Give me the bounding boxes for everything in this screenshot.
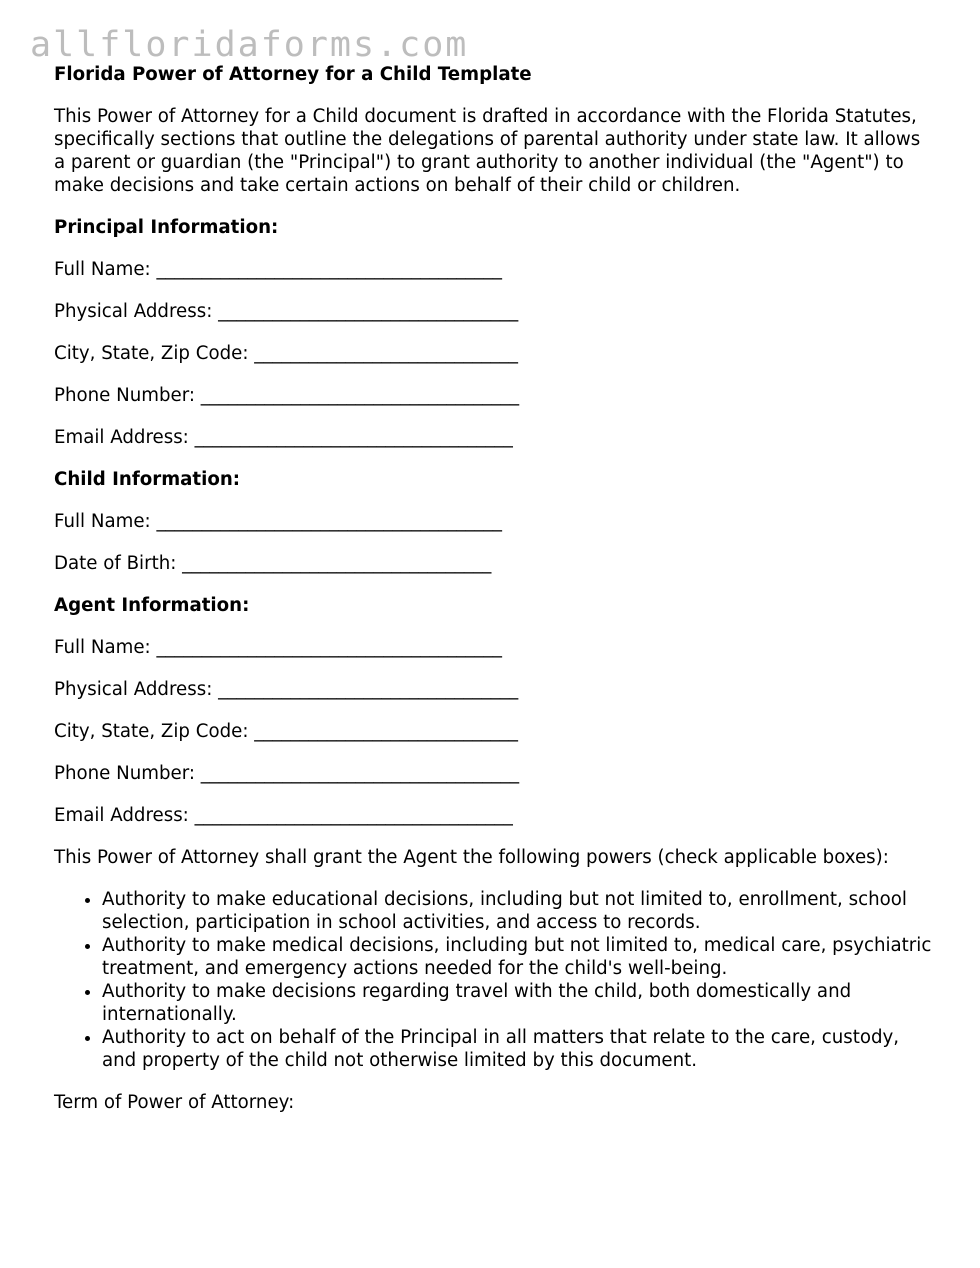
child-full-name-field[interactable]: Full Name: ______________________________________ bbox=[54, 511, 503, 532]
agent-city-field[interactable]: City, State, Zip Code: _____________________________ bbox=[54, 721, 518, 742]
principal-address-field[interactable]: Physical Address: _________________________________ bbox=[54, 301, 519, 322]
document-title: Florida Power of Attorney for a Child Template bbox=[54, 64, 532, 85]
agent-full-name-field[interactable]: Full Name: ______________________________________ bbox=[54, 637, 503, 658]
principal-city-field[interactable]: City, State, Zip Code: _____________________________ bbox=[54, 343, 518, 364]
power-item-medical: • Authority to make medical decisions, including but not limited to, medical care, psychiatric treatment, and emergency actions needed for the child's well-being. bbox=[102, 934, 934, 980]
principal-email-field[interactable]: Email Address: ___________________________________ bbox=[54, 427, 513, 448]
principal-phone-field[interactable]: Phone Number: ___________________________________ bbox=[54, 385, 520, 406]
powers-intro: This Power of Attorney shall grant the Agent the following powers (check applicable boxes): bbox=[54, 847, 889, 868]
principal-heading: Principal Information: bbox=[54, 217, 279, 238]
agent-address-field[interactable]: Physical Address: _________________________________ bbox=[54, 679, 519, 700]
intro-paragraph: This Power of Attorney for a Child document is drafted in accordance with the Florida Statutes, specifically sections that outline the delegations of parental authority under state law. It allows a parent or guardian (the "Principal") to grant authority to another individual (the "Agent") to make decisions and take certain actions on behalf of their child or children. bbox=[54, 106, 921, 196]
power-item-general: • Authority to act on behalf of the Principal in all matters that relate to the care, custody, and property of the child not otherwise limited by this document. bbox=[102, 1026, 934, 1072]
site-watermark: allfloridaforms.com bbox=[30, 25, 469, 65]
document-body bbox=[54, 63, 934, 1114]
term-heading: Term of Power of Attorney: bbox=[54, 1092, 295, 1113]
power-item-educational: • Authority to make educational decisions, including but not limited to, enrollment, school selection, participation in school activities, and access to records. bbox=[102, 888, 934, 934]
agent-email-field[interactable]: Email Address: ___________________________________ bbox=[54, 805, 513, 826]
principal-full-name-field[interactable]: Full Name: ______________________________________ bbox=[54, 259, 503, 280]
agent-heading: Agent Information: bbox=[54, 595, 250, 616]
agent-phone-field[interactable]: Phone Number: ___________________________________ bbox=[54, 763, 520, 784]
child-dob-field[interactable]: Date of Birth: __________________________________ bbox=[54, 553, 492, 574]
powers-list bbox=[54, 888, 934, 1072]
power-item-travel: • Authority to make decisions regarding travel with the child, both domestically and internationally. bbox=[102, 980, 934, 1026]
child-heading: Child Information: bbox=[54, 469, 241, 490]
